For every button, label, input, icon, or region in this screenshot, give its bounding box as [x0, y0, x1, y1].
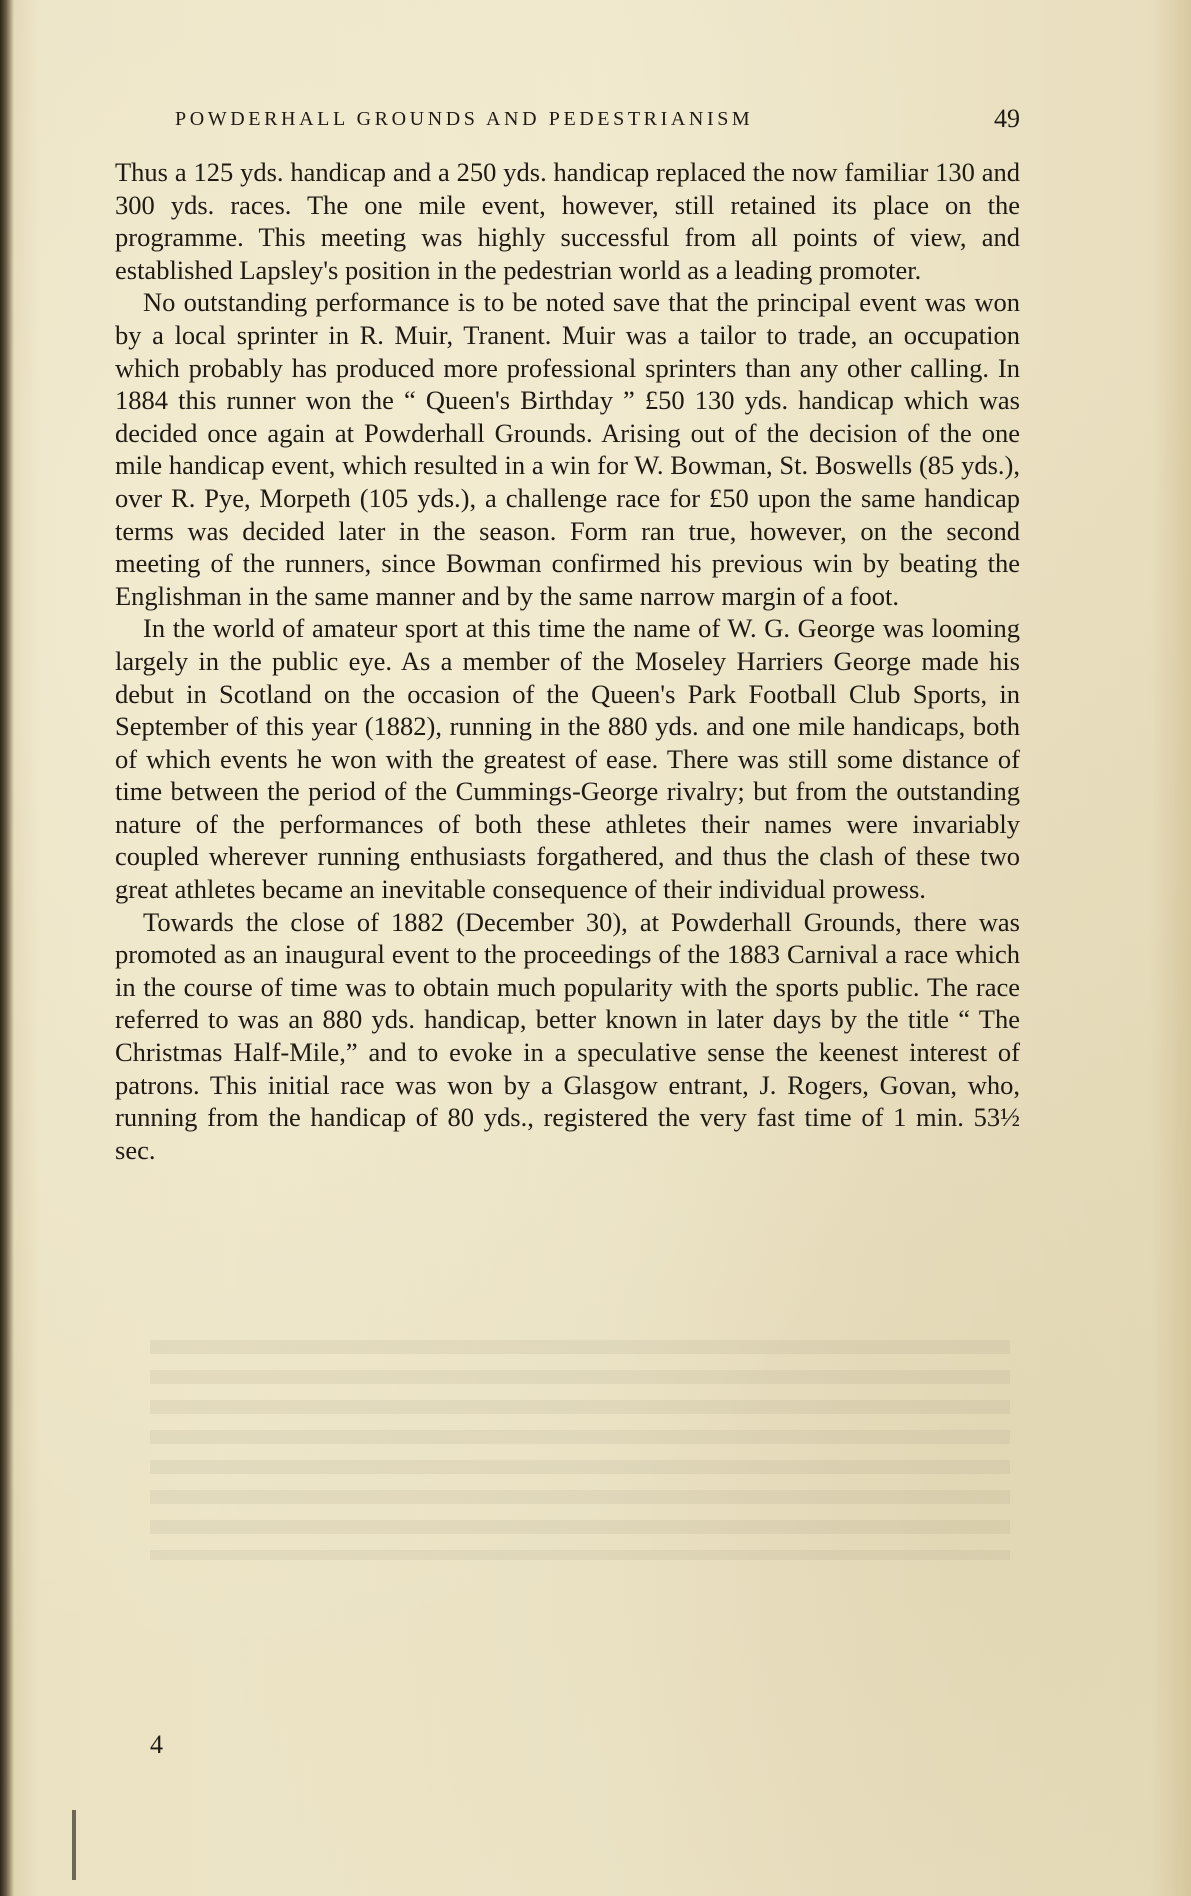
body-text [115, 156, 1020, 1166]
paragraph-3: In the world of amateur sport at this time the name of W. G. George was looming largely in the public eye. As a member of the Moseley Harriers George made his debut in Scotland on the occasion of the Queen's Park Football Club Sports, in September of this year (1882), running in the 880 yds. and one mile handicaps, both of which events he won with the greatest of ease. There was still some distance of time between the period of the Cummings-George rivalry; but from the outstanding nature of the performances of both these athletes their names were invariably coupled wherever running enthusiasts forgathered, and thus the clash of these two great athletes became an inevitable consequence of their individual prowess. [115, 613, 1020, 905]
paragraph-2: No outstanding performance is to be noted save that the principal event was won by a local sprinter in R. Muir, Tranent. Muir was a tailor to trade, an occupation which probably has produced more professional sprinters than any other calling. In 1884 this runner won the “ Queen's Birthday ” £50 130 yds. handicap which was decided once again at Powderhall Grounds. Arising out of the decision of the one mile handicap event, which resulted in a win for W. Bowman, St. Boswells (85 yds.), over R. Pye, Morpeth (105 yds.), a challenge race for £50 upon the same handicap terms was decided later in the season. Form ran true, however, on the second meeting of the runners, since Bowman confirmed his previous win by beating the Englishman in the same manner and by the same narrow margin of a foot. [115, 287, 1020, 611]
binding-mark [72, 1810, 76, 1880]
running-head [175, 104, 1020, 138]
signature-mark: 4 [150, 1730, 163, 1759]
spine-shadow [0, 0, 14, 1896]
show-through-texture [150, 1340, 1010, 1560]
running-title: POWDERHALL GROUNDS AND PEDESTRIANISM [175, 108, 754, 130]
paragraph-1: Thus a 125 yds. handicap and a 250 yds. handicap replaced the now familiar 130 and 300 yds. races. The one mile event, however, still retained its place on the programme. This meeting was highly successful from all points of view, and established Lapsley's position in the pedestrian world as a leading promoter. [115, 157, 1020, 285]
page-number: 49 [994, 104, 1020, 133]
paragraph-4: Towards the close of 1882 (December 30), at Powderhall Grounds, there was promoted as an inaugural event to the proceedings of the 1883 Carnival a race which in the course of time was to obtain much popularity with the sports public. The race referred to was an 880 yds. handicap, better known in later days by the title “ The Christmas Half-Mile,” and to evoke in a speculative sense the keenest interest of patrons. This initial race was won by a Glasgow entrant, J. Rogers, Govan, who, running from the handicap of 80 yds., registered the very fast time of 1 min. 53½ sec. [115, 906, 1020, 1165]
